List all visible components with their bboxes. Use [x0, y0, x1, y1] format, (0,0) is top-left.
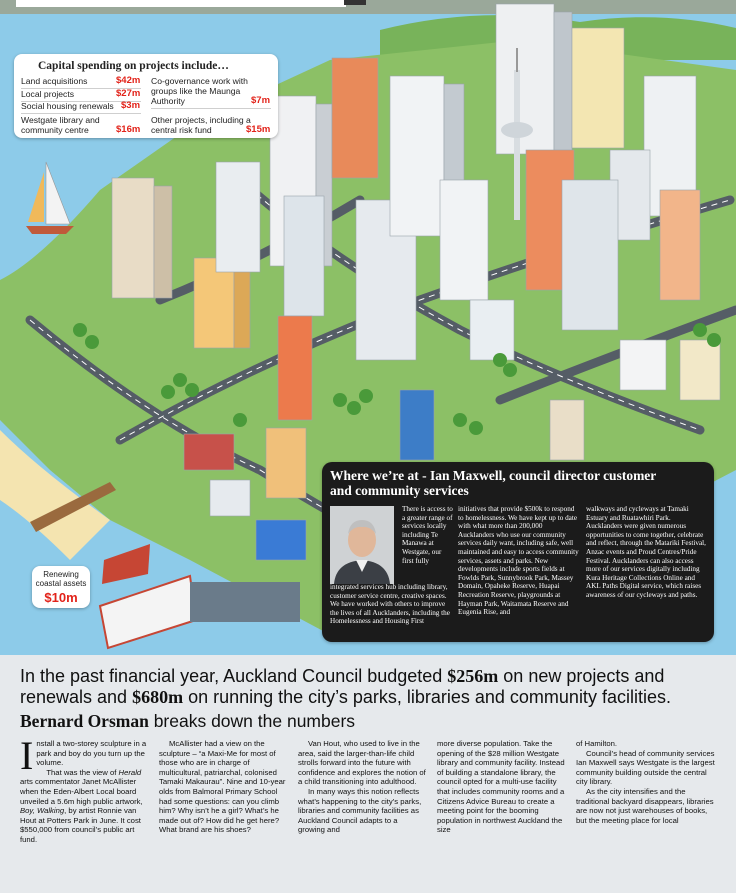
article-column [159, 739, 287, 835]
feature-text: There is access to a greater range of services locally including Te Manawa at Westgate, our first fully [402, 505, 453, 565]
body-text: That was the view of [46, 767, 117, 777]
body-text: , by artist Ronnie van Hout at Potters Park in June. It cost $550,000 from council’s public art fund. [20, 806, 141, 844]
lead-text: In the past financial year, Auckland Council budgeted [20, 666, 448, 686]
feature-text: walkways and cycleways at Tamaki Estuary and Ruatawhiri Park. Aucklanders were given numerous opportunities to come together, celebrate and reflect, through the Matariki Festival, Anzac events and Proud Centres/Pride Festival. Aucklanders can also access more of our services digitally including Kura Heritage Collections Online and AKL Paths Digital service, which raises awareness of our cycleways and paths. [586, 505, 706, 599]
lead-text: on running the city’s parks, libraries and community facilities. [183, 687, 671, 707]
capital-item-label: Social housing renewals [21, 101, 114, 111]
article-column [20, 733, 148, 845]
body-text: In many ways this notion reflects what’s happening to the city’s parks, libraries and community facilities as Auckland Council adapts to a growing and [298, 786, 422, 835]
drop-cap: I [20, 733, 34, 778]
lead-text: on new projects and renewals and [20, 666, 665, 707]
capital-item-amount: $16m [116, 124, 141, 135]
lead-amount: $256m [447, 666, 499, 686]
body-text: Van Hout, who used to live in the area, said the larger-than-life child strolls forward into the future with confidence and explores the notion of a child transitioning into adulthood. [298, 739, 426, 787]
coastal-amount: $10m [44, 590, 78, 605]
article-column [298, 739, 426, 835]
article-column [437, 739, 565, 835]
body-text: Boy, Walking [20, 806, 65, 816]
coastal-assets-label [32, 566, 90, 608]
body-text: arts commentator Janet McAllister when the Eden-Albert Local board unveiled a 5.6m high public artwork, [20, 777, 143, 806]
divider [21, 113, 141, 114]
capital-item-amount: $15m [246, 124, 271, 135]
body-text: more diverse population. Take the opening of the $28 million Westgate library and community facility. Instead of building a standalone library, the council opted for a multi-use facility that includes community rooms and a Citizens Advice Bureau to create a meeting point for the booming population in northwest Auckland the size [437, 739, 565, 835]
feature-box [322, 462, 714, 642]
feature-text: initiatives that provide $500k to respond to homelessness. We have kept up to date with what more than 200,000 Aucklanders who use our community services daily want, including safe, well maintained and easy to access community services, assets and parks. New developments include sports fields at Fowlds Park, Sunnybrook Park, Massey Domain, Opaheke Reserve, Huapai Recreation Reserve, playgrounds at Hayman Park, Waitamata Reserve and Eugenia Rise, and [458, 505, 579, 617]
article-column [576, 739, 716, 825]
feature-title: Where we’re at - Ian Maxwell, council director customer and community services [330, 468, 657, 498]
body-text: McAllister had a view on the sculpture – “a Maxi-Me for most of those who are in charge of multicultural, patriarchal, colonised Tamaki Makaurau”. Nine and 10-year olds from Balmoral Primary School had some questions: can you climb him? Why isn’t he a girl? What’s he made out of? How did he get here? What brand are his shoes? [159, 739, 286, 835]
body-text: nstall a two-storey sculpture in a park and boy do you turn up the volume. [36, 739, 147, 768]
author-name: Bernard Orsman [20, 711, 149, 731]
capital-spending-title: Capital spending on projects include… [38, 60, 229, 72]
lead-amount: $680m [132, 687, 184, 707]
divider [151, 108, 271, 109]
capital-item-amount: $7m [251, 95, 271, 106]
feature-text: integrated services hub including library, customer service centre, creative spaces. We have worked with others to improve the lives of all Aucklanders, including the Homelessness and Housing First [330, 583, 450, 626]
capital-item-label: Land acquisitions [21, 76, 88, 86]
body-text: Herald [118, 767, 142, 777]
capital-item-amount: $3m [121, 100, 141, 111]
coastal-label-text: Renewing coastal assets [35, 570, 87, 588]
body-text: As the city intensifies and the traditional backyard disappears, libraries are now not just warehouses of books, but the meeting place for local [576, 786, 714, 825]
capital-item-label: Other projects, including a central risk fund [151, 115, 251, 135]
byline [20, 711, 355, 732]
capital-item-label: Local projects [21, 89, 75, 99]
portrait-photo [330, 506, 394, 584]
capital-item-amount: $42m [116, 75, 141, 86]
capital-spending-box [14, 54, 278, 138]
body-text: of Hamilton. [576, 739, 618, 748]
lead-paragraph [20, 666, 720, 708]
article [0, 655, 736, 893]
body-text: Council’s head of community services Ian Maxwell says Westgate is the largest community building outside the central city library. [576, 748, 715, 787]
capital-item-amount: $27m [116, 88, 141, 99]
capital-item-label: Co-governance work with groups like the Maunga Authority [151, 76, 248, 106]
capital-item-label: Westgate library and community centre [21, 115, 100, 135]
byline-text: breaks down the numbers [148, 711, 356, 731]
